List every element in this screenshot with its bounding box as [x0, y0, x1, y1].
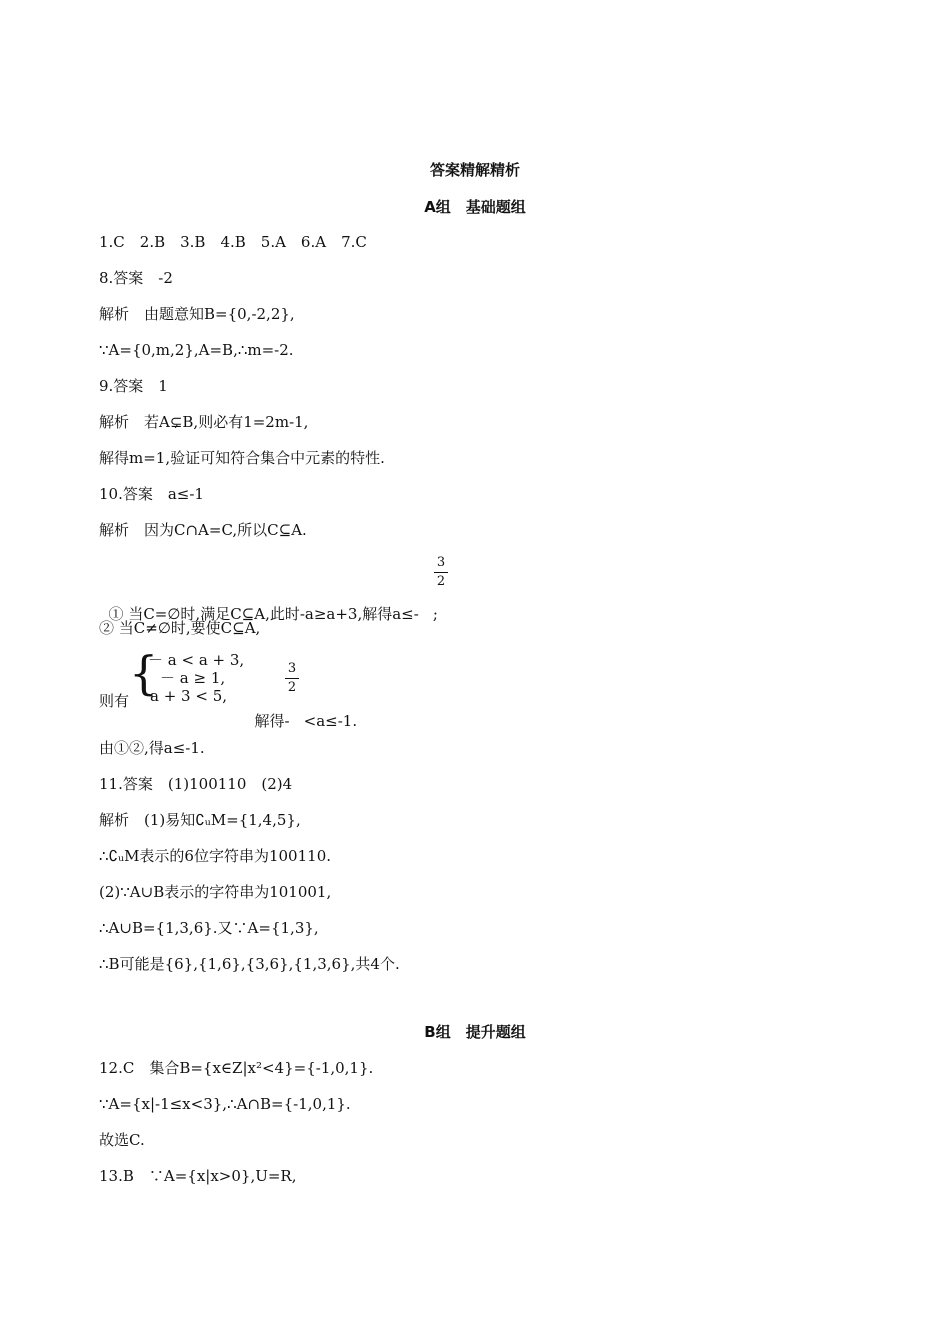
analysis-10-conclusion: 由①②,得a≤-1.	[99, 739, 205, 757]
analysis-12-line1: ∵A={x|-1≤x<3},∴A∩B={-1,0,1}.	[99, 1095, 351, 1113]
analysis-11-line2: ∴∁ᵤM表示的6位字符串为100110.	[99, 847, 332, 865]
inequality-2: － a ≥ 1,	[160, 669, 226, 687]
fraction-three-halves	[434, 556, 448, 589]
inequality-1: － a < a + 3,	[148, 651, 245, 669]
analysis-10-line1: 解析 因为C∩A=C,所以C⊆A.	[99, 521, 307, 539]
analysis-11-line3: (2)∵A∪B表示的字符串为101001,	[99, 883, 332, 901]
answer-9: 9.答案 1	[99, 377, 168, 395]
analysis-10-case2: ② 当C≠∅时,要使C⊆A,	[99, 619, 261, 637]
left-brace-icon: {	[129, 646, 159, 700]
fraction-numerator: 3	[287, 661, 297, 676]
answers-1-7: 1.C 2.B 3.B 4.B 5.A 6.A 7.C	[99, 233, 367, 251]
analysis-12-line2: 故选C.	[99, 1131, 145, 1149]
analysis-11-line5: ∴B可能是{6},{1,6},{3,6},{1,3,6},共4个.	[99, 955, 400, 973]
fraction-numerator: 3	[436, 555, 446, 570]
answer-8: 8.答案 -2	[99, 269, 173, 287]
system-solution	[245, 691, 357, 731]
fraction-denominator: 2	[436, 574, 446, 589]
analysis-9-line2: 解得m=1,验证可知符合集合中元素的特性.	[99, 449, 385, 467]
fraction-three-halves-2	[285, 662, 299, 695]
case1-semicolon: ;	[432, 605, 438, 623]
analysis-9-line1: 解析 若A⊊B,则必有1=2m-1,	[99, 413, 309, 431]
fraction-bar	[285, 678, 299, 679]
section-heading-b: B组 提升题组	[424, 1023, 526, 1041]
inequality-3: a + 3 < 5,	[150, 687, 228, 705]
fraction-bar	[434, 572, 448, 573]
page-title: 答案精解精析	[429, 161, 520, 179]
answer-12: 12.C 集合B={x∈Z|x²<4}={-1,0,1}.	[99, 1059, 374, 1077]
solution-tail: <a≤-1.	[303, 712, 358, 730]
analysis-11-line4: ∴A∪B={1,3,6}.又∵A={1,3},	[99, 919, 319, 937]
analysis-8-line1: 解析 由题意知B={0,-2,2},	[99, 305, 295, 323]
answer-11: 11.答案 (1)100110 (2)4	[99, 775, 293, 793]
analysis-11-line1: 解析 (1)易知∁ᵤM={1,4,5},	[99, 811, 301, 829]
analysis-8-line2: ∵A={0,m,2},A=B,∴m=-2.	[99, 341, 294, 359]
fraction-denominator: 2	[287, 680, 297, 695]
case1-text: ① 当C=∅时,满足C⊆A,此时-a≥a+3,解得a≤-	[108, 605, 419, 623]
answer-10: 10.答案 a≤-1	[99, 485, 204, 503]
section-heading-a: A组 基础题组	[424, 198, 526, 216]
solution-prefix: 解得-	[254, 712, 290, 730]
system-prefix: 则有	[99, 692, 130, 710]
answer-13: 13.B ∵A={x|x>0},U=R,	[99, 1167, 297, 1185]
